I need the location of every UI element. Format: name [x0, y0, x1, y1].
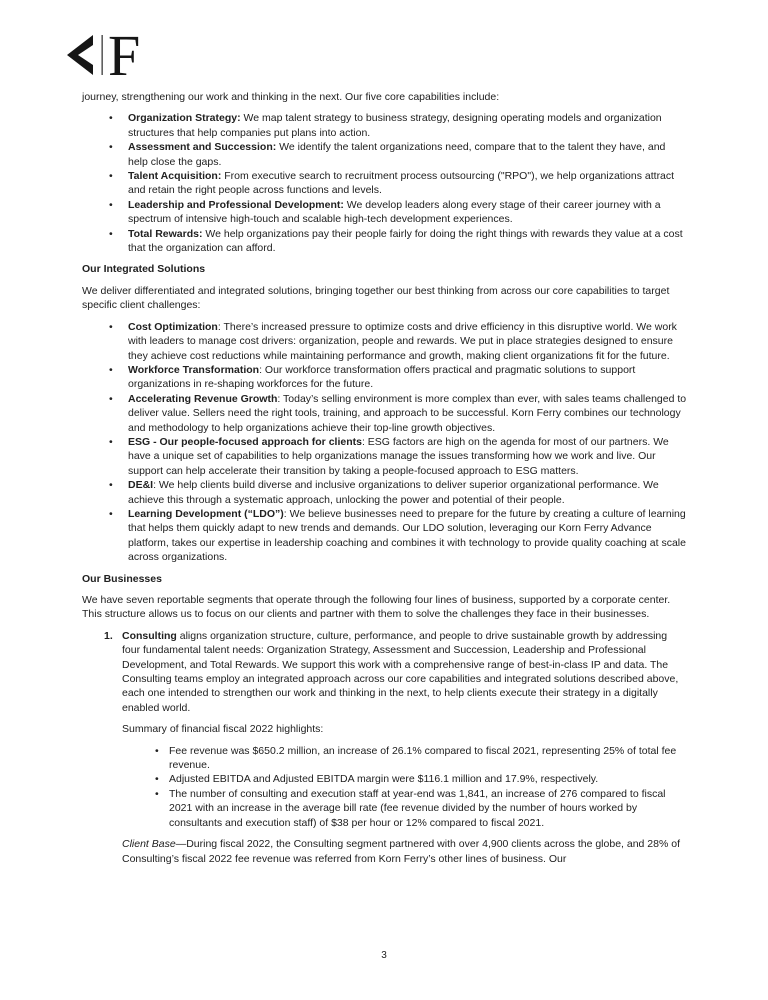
integrated-solutions-list: [82, 320, 688, 565]
bullet-text: We identify the talent organizations need, compare that to the talent they have, and help close the gaps.: [128, 141, 666, 168]
businesses-intro: We have seven reportable segments that operate through the following four lines of business, supported by a corporate center. This structure allows us to focus on our clients and partner with them to solve the challenges they face in their businesses.: [82, 594, 671, 621]
highlight-fee-revenue: • Fee revenue was $650.2 million, an increase of 26.1% compared to fiscal 2021, representing 25% of total fee revenue.: [82, 744, 688, 773]
list-item-leadership-development: [82, 198, 688, 227]
section-heading-integrated-solutions: Our Integrated Solutions: [82, 263, 206, 276]
bullet-lead: Accelerating Revenue Growth: [128, 392, 278, 405]
bullet-lead: Organization Strategy:: [128, 112, 241, 125]
list-item-assessment-succession: [82, 140, 688, 169]
bullet-lead: Total Rewards:: [128, 227, 203, 240]
bullet-text: : Our workforce transformation offers practical and pragmatic solutions to support organizations in re-shaping workforces for the future.: [128, 363, 636, 391]
core-capabilities-list: [82, 111, 688, 255]
section-heading-our-businesses: Our Businesses: [82, 572, 162, 585]
bullet-lead: Learning Development (“LDO”): [128, 507, 284, 520]
list-item-cost-optimization: [82, 320, 688, 363]
numbered-item-consulting: [82, 629, 688, 715]
bullet-lead: Workforce Transformation: [128, 363, 260, 376]
bullet-lead: DE&I: [128, 479, 154, 492]
bullet-text: : We help clients build diverse and inclusive organizations to deliver superior organizational performance. We achieve this through a systematic approach, unlocking the power and potential of their people.: [128, 479, 659, 506]
bullet-text: We map talent strategy to business strategy, designing operating models and organization structures that help companies put plans into action.: [128, 112, 662, 139]
bullet-text: : Today’s selling environment is more complex than ever, with sales teams challenged to deliver value. Sellers need the right tools, training, and approach to be successful. Korn Ferry combines our technology and methodology to help organizations achieve their top-line growth objectives.: [128, 392, 687, 434]
list-item-workforce-transformation: [82, 363, 688, 392]
document-body: [82, 90, 688, 873]
bullet-text: We help organizations pay their people fairly for doing the right things with rewards they value at a cost that the organization can afford.: [128, 227, 683, 255]
item-number: 1.: [104, 629, 113, 642]
korn-ferry-logo: [62, 33, 144, 83]
korn-ferry-logo-icon: [62, 33, 144, 79]
list-item-total-rewards: [82, 227, 688, 256]
bullet-lead: Talent Acquisition:: [128, 170, 222, 183]
list-item-esg: [82, 435, 688, 478]
bullet-text: From executive search to recruitment process outsourcing ("RPO"), we help organizations attract and retain the right people across functions and levels.: [128, 170, 675, 197]
integrated-solutions-intro: We deliver differentiated and integrated solutions, bringing together our best thinking from across our core capabilities to target specific client challenges:: [82, 284, 670, 312]
bullet-text: We develop leaders along every stage of their career journey with a spectrum of intensive high-touch and scalable high-tech development experiences.: [128, 198, 661, 226]
page-number: 3: [381, 950, 387, 961]
list-item-learning-development: [82, 507, 688, 565]
bullet-lead: Assessment and Succession:: [128, 141, 277, 154]
client-base-paragraph: [122, 837, 688, 866]
bullet-text: : We believe businesses need to prepare for the future by creating a culture of learning that helps them quickly adapt to new trends and demands. Our LDO solution, leveraging our Korn Ferry Advance platform, takes our expertise in leadership coaching and combines it with technology to provide quality coaching at scale across organizations.: [128, 507, 686, 564]
summary-heading: Summary of financial fiscal 2022 highlights:: [122, 723, 324, 736]
client-base-text: —During fiscal 2022, the Consulting segment partnered with over 4,900 clients across the globe, and 28% of Consulting’s fiscal 2022 fee revenue was referred from Korn Ferry’s other lines of business. Our: [122, 838, 680, 865]
item-text: aligns organization structure, culture, performance, and people to drive sustainable growth by addressing four fundamental talent needs: Organization Strategy, Assessment and Succession, Leadership and Professional Development, and Total Rewards. We support this work with a comprehensive range of best-in-class IP and data. The Consulting teams employ an integrated approach across our core capabilities and integrated solutions described above, each one intended to strengthen our work and thinking in the next, to help clients execute their strategy in a digitally enabled world.: [122, 629, 679, 714]
highlight-adjusted-ebitda: • Adjusted EBITDA and Adjusted EBITDA margin were $116.1 million and 17.9%, respectively.: [82, 772, 688, 786]
highlight-staff-count: • The number of consulting and execution staff at year-end was 1,841, an increase of 276 compared to fiscal 2021 with an increase in the average bill rate (fee revenue divided by the number of hours worked by consultants and execution staff) of $38 per hour or 12% compared to fiscal 2021.: [82, 787, 688, 830]
bullet-text: : There’s increased pressure to optimize costs and drive efficiency in this disruptive world. We work with leaders to manage cost drivers: organization, people and rewards. We put in place strategies designed to ensure they achieve cost reductions while maintaining performance and growth, making client organizations fit for the future.: [128, 320, 677, 362]
bullet-text: : ESG factors are high on the agenda for most of our partners. We have a unique set of capabilities to help organizations manage the issues transforming how we work and live. Our support can help accelerate their transition by taking a people-focused approach to ESG matters.: [128, 435, 669, 477]
list-item-talent-acquisition: [82, 169, 688, 198]
bullet-lead: ESG - Our people-focused approach for clients: [128, 435, 362, 448]
list-item-accelerating-revenue-growth: [82, 392, 688, 435]
svg-text:F: F: [108, 33, 141, 79]
bullet-lead: Cost Optimization: [128, 320, 218, 333]
intro-paragraph: journey, strengthening our work and thinking in the next. Our five core capabilities include:: [82, 91, 500, 103]
bullet-lead: Leadership and Professional Development:: [128, 198, 344, 211]
financial-highlights-list: [82, 744, 688, 830]
list-item-organization-strategy: [82, 111, 688, 140]
list-item-dei: [82, 478, 688, 507]
item-lead: Consulting: [122, 629, 177, 642]
client-base-lead: Client Base: [122, 838, 176, 851]
